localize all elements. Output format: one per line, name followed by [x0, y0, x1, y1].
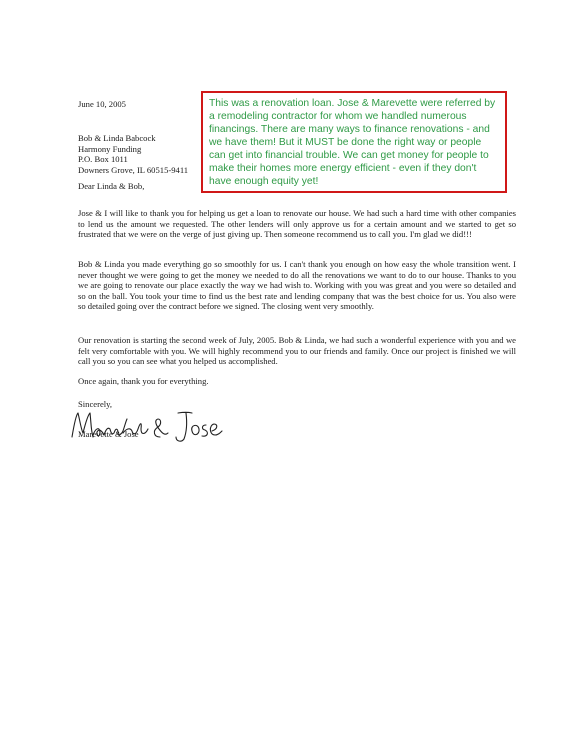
letter-paragraph-4: Once again, thank you for everything.: [78, 376, 209, 386]
recipient-company: Harmony Funding: [78, 143, 142, 154]
signed-name: Marevette & Jose: [78, 429, 139, 439]
annotation-note-text: This was a renovation loan. Jose & Marevette were referred by a remodeling contractor for whom we handled numerous financings. There are many ways to finance renovations - and we have them! But it MUST be done the right way or people can get into financial trouble. We can get money for people to make their homes more energy efficient - even if they don't have enough equity yet!: [209, 98, 496, 187]
annotation-note-box: [201, 91, 507, 193]
recipient-city: Downers Grove, IL 60515-9411: [78, 164, 189, 175]
letter-greeting: Dear Linda & Bob,: [78, 181, 145, 191]
recipient-name: Bob & Linda Babcock: [78, 133, 156, 143]
recipient-po-box: P.O. Box 1011: [78, 154, 128, 165]
recipient-address: [78, 133, 188, 175]
letter-closing: Sincerely,: [78, 399, 113, 409]
letter-paragraph-1: Jose & I will like to thank you for helping us get a loan to renovate our house. We had such a hard time with other companies to lend us the amount we requested. The other lenders will only approve us for a certain amount and we started to get so frustrated that we were on the verge of just giving up. Then someone recommend us to call you. I'm glad we did!!!: [78, 208, 516, 240]
letter-paragraph-3: Our renovation is starting the second week of July, 2005. Bob & Linda, we had such a wonderful experience with you and we felt very comfortable with you. We will highly recommend you to our friends and family. Once our project is finished we will call you so you can see what you helped us accomplished.: [78, 335, 516, 367]
letter-paragraph-2: Bob & Linda you made everything go so smoothly for us. I can't thank you enough on how easy the whole transition went. I never thought we were going to get the money we needed to do all the renovations we want to do to our house. Thanks to you we are going to renovate our place exactly the way we had wish to. Working with you was great and you were so detailed and so on the ball. You took your time to find us the best rate and lending company that was the best choice for us. You also were so detailed going over the contract before we signed. The closing went very smoothly.: [78, 259, 516, 312]
letter-date: June 10, 2005: [78, 99, 126, 109]
